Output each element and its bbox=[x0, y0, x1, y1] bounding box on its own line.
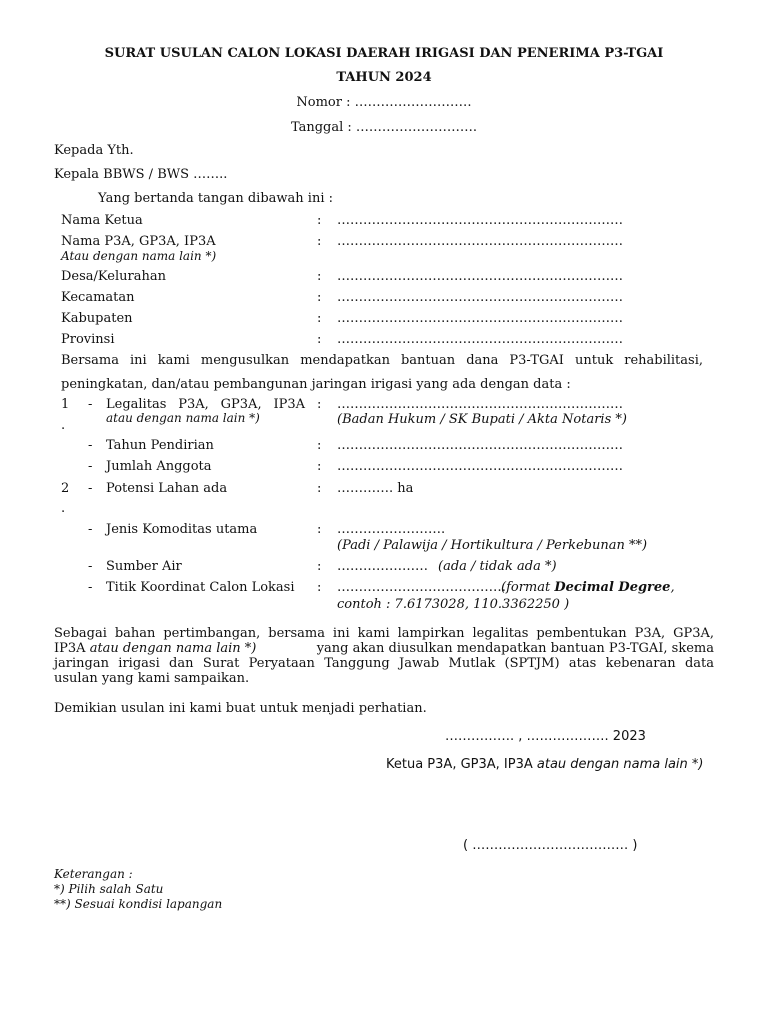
colon: : bbox=[317, 269, 322, 284]
colon: : bbox=[317, 559, 322, 574]
attachment-paragraph-line4: usulan yang kami sampaikan. bbox=[54, 671, 250, 686]
blank-jumlah-anggota: ………………………………………………………… bbox=[337, 459, 623, 474]
blank-jenis-komoditas: ……………………. bbox=[337, 522, 446, 537]
colon: : bbox=[317, 522, 322, 537]
label-sumber-air: Sumber Air bbox=[106, 559, 182, 574]
item-dash: - bbox=[88, 481, 93, 496]
note-1: *) Pilih salah Satu bbox=[54, 882, 164, 896]
item-number-dot: . bbox=[61, 501, 66, 516]
attachment-paragraph-line1: Sebagai bahan pertimbangan, bersama ini kami lampirkan legalitas pembentukan P3A, GP3A, bbox=[54, 626, 714, 641]
titik-example: contoh : 7.6173028, 110.3362250 ) bbox=[337, 597, 570, 612]
blank-tahun-pendirian: ………………………………………………………… bbox=[337, 438, 623, 453]
blank-nama-ketua: ………………………………………………………… bbox=[337, 213, 623, 228]
colon: : bbox=[317, 438, 322, 453]
colon: : bbox=[317, 397, 322, 412]
nomor-field: Nomor : ……………………… bbox=[296, 95, 472, 110]
blank-sumber-air: ………………… bbox=[337, 559, 428, 574]
label-nama-ketua: Nama Ketua bbox=[61, 213, 143, 228]
blank-kecamatan: ………………………………………………………… bbox=[337, 290, 623, 305]
label-potensi-lahan: Potensi Lahan ada bbox=[106, 481, 228, 496]
titik-format-note bbox=[501, 580, 675, 595]
colon: : bbox=[317, 213, 322, 228]
tanggal-field: Tanggal : ………………………. bbox=[290, 120, 478, 135]
notes-heading: Keterangan : bbox=[54, 867, 133, 881]
label-legalitas: Legalitas P3A, GP3A, IP3A bbox=[106, 397, 305, 412]
label-tahun-pendirian: Tahun Pendirian bbox=[106, 438, 214, 453]
colon: : bbox=[317, 580, 322, 595]
blank-desa: ………………………………………………………… bbox=[337, 269, 623, 284]
intro-text: Yang bertanda tangan dibawah ini : bbox=[98, 191, 333, 206]
item-number-1: 1 bbox=[61, 397, 70, 412]
titik-format-bold: Decimal Degree bbox=[554, 580, 671, 595]
place-date-line: ……………. , ………………. 2023 bbox=[445, 729, 646, 744]
label-kabupaten: Kabupaten bbox=[61, 311, 133, 326]
blank-kabupaten: ………………………………………………………… bbox=[337, 311, 623, 326]
colon: : bbox=[317, 234, 322, 249]
blank-provinsi: ………………………………………………………… bbox=[337, 332, 623, 347]
signature-name-line: ( ……………………………… ) bbox=[463, 838, 638, 853]
line2-end: yang akan diusulkan mendapatkan bantuan P3-TGAI, skema bbox=[316, 641, 714, 656]
colon: : bbox=[317, 332, 322, 347]
label-nama-p3a-sub: Atau dengan nama lain *) bbox=[61, 249, 217, 263]
label-legalitas-sub: atau dengan nama lain *) bbox=[106, 411, 260, 425]
colon: : bbox=[317, 481, 322, 496]
blank-titik-koordinat: ………………………………… bbox=[337, 580, 506, 595]
note-2: **) Sesuai kondisi lapangan bbox=[54, 897, 223, 911]
line2-italic: atau dengan nama lain *) bbox=[89, 641, 257, 656]
titik-format-comma: , bbox=[670, 580, 675, 595]
legalitas-note: (Badan Hukum / SK Bupati / Akta Notaris *) bbox=[337, 412, 627, 427]
item-dash: - bbox=[88, 559, 93, 574]
colon: : bbox=[317, 311, 322, 326]
label-kecamatan: Kecamatan bbox=[61, 290, 135, 305]
item-dash: - bbox=[88, 580, 93, 595]
item-dash: - bbox=[88, 459, 93, 474]
item-dash: - bbox=[88, 438, 93, 453]
jenis-komoditas-note: (Padi / Palawija / Hortikultura / Perkebunan **) bbox=[337, 538, 648, 553]
sumber-air-note: (ada / tidak ada *) bbox=[438, 559, 557, 574]
colon: : bbox=[317, 459, 322, 474]
recipient-greeting: Kepada Yth. bbox=[54, 143, 134, 158]
signer-title bbox=[386, 757, 704, 772]
item-dash: - bbox=[88, 522, 93, 537]
signer-title-italic: atau dengan nama lain *) bbox=[536, 757, 704, 772]
signer-title-text: Ketua P3A, GP3A, IP3A bbox=[386, 757, 533, 772]
blank-nama-p3a: ………………………………………………………… bbox=[337, 234, 623, 249]
closing-text: Demikian usulan ini kami buat untuk menjadi perhatian. bbox=[54, 701, 427, 716]
document-year: TAHUN 2024 bbox=[336, 70, 432, 85]
label-provinsi: Provinsi bbox=[61, 332, 115, 347]
blank-potensi-lahan: …………. ha bbox=[337, 481, 414, 496]
attachment-paragraph-line2 bbox=[54, 641, 714, 656]
titik-format-label: (format bbox=[501, 580, 551, 595]
line2-start: IP3A bbox=[54, 641, 86, 656]
proposal-paragraph-line1: Bersama ini kami mengusulkan mendapatkan bantuan dana P3-TGAI untuk rehabilitasi, bbox=[61, 353, 703, 368]
label-jumlah-anggota: Jumlah Anggota bbox=[106, 459, 212, 474]
attachment-paragraph-line3: jaringan irigasi dan Surat Peryataan Tanggung Jawab Mutlak (SPTJM) atas kebenaran data bbox=[54, 656, 714, 671]
item-number-2: 2 bbox=[61, 481, 70, 496]
blank-legalitas: ………………………………………………………… bbox=[337, 397, 623, 412]
label-titik-koordinat: Titik Koordinat Calon Lokasi bbox=[106, 580, 295, 595]
item-dash: - bbox=[88, 397, 93, 412]
colon: : bbox=[317, 290, 322, 305]
label-nama-p3a: Nama P3A, GP3A, IP3A bbox=[61, 234, 216, 249]
label-jenis-komoditas: Jenis Komoditas utama bbox=[106, 522, 258, 537]
label-desa: Desa/Kelurahan bbox=[61, 269, 166, 284]
proposal-paragraph-line2: peningkatan, dan/atau pembangunan jaringan irigasi yang ada dengan data : bbox=[61, 377, 571, 392]
document-title: SURAT USULAN CALON LOKASI DAERAH IRIGASI DAN PENERIMA P3-TGAI bbox=[104, 46, 664, 61]
item-number-dot: . bbox=[61, 418, 66, 433]
recipient-name: Kepala BBWS / BWS …….. bbox=[54, 167, 228, 182]
